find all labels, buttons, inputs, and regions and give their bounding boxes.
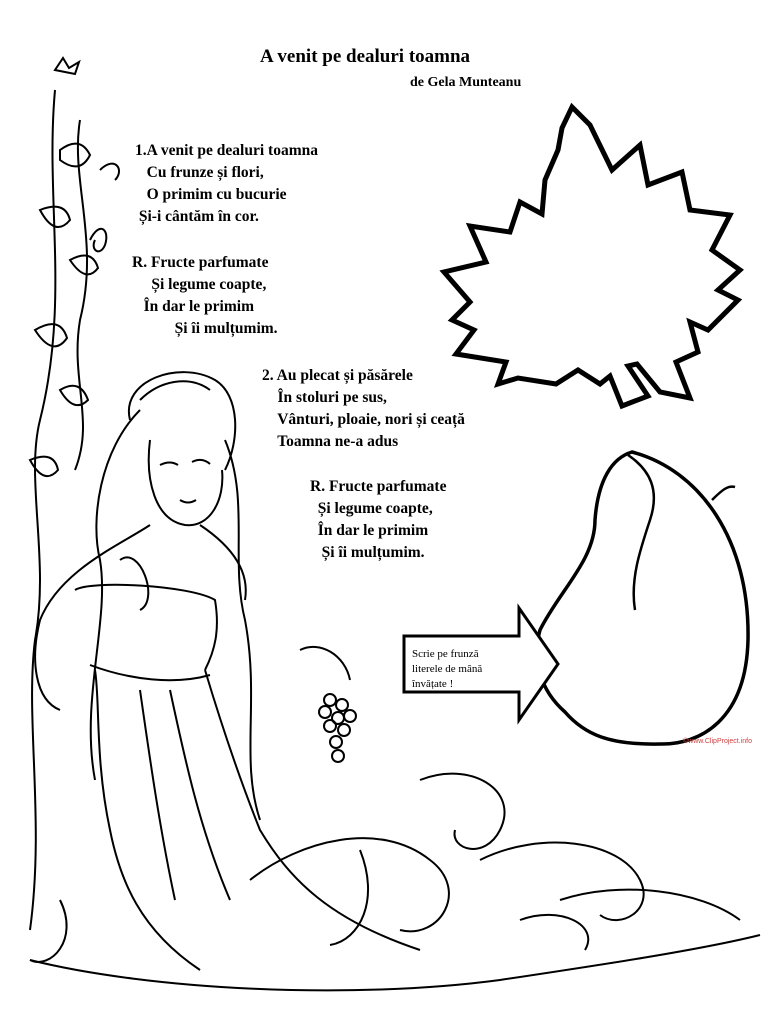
- fruit-outline: [537, 452, 748, 744]
- stanza-1: [135, 140, 318, 228]
- autumn-lady-illustration: [35, 372, 420, 970]
- verse-line: În stoluri pe sus,: [262, 389, 387, 406]
- verse-line: 1.A venit pe dealuri toamna: [135, 142, 318, 159]
- verse-line: Și îi mulțumim.: [310, 544, 425, 561]
- poem-author: de Gela Munteanu: [410, 75, 522, 90]
- poem-title: A venit pe dealuri toamna: [260, 46, 471, 67]
- refrain-2: [310, 476, 446, 564]
- verse-line: În dar le primim: [132, 298, 254, 315]
- verse-line: R. Fructe parfumate: [310, 478, 447, 495]
- verse-line: Și îi mulțumim.: [132, 320, 278, 337]
- instruction-line: literele de mână: [412, 663, 483, 675]
- verse-line: Și legume coapte,: [132, 276, 267, 293]
- verse-line: Vânturi, ploaie, nori și ceață: [262, 411, 465, 428]
- instruction-line: învățate !: [412, 678, 454, 690]
- verse-line: În dar le primim: [310, 522, 429, 539]
- verse-line: Și legume coapte,: [310, 500, 433, 517]
- source-watermark: ©www.ClipProject.info: [683, 738, 752, 745]
- verse-line: Și-i cântăm în cor.: [135, 208, 259, 225]
- maple-leaf-outline: [444, 107, 740, 406]
- swirl-border-ornament: [30, 774, 760, 991]
- instruction-text: [412, 647, 530, 692]
- verse-line: R. Fructe parfumate: [132, 254, 269, 271]
- grape-vine-illustration: [30, 58, 119, 930]
- stanza-2: [262, 365, 465, 453]
- verse-line: Cu frunze și flori,: [135, 164, 264, 181]
- refrain-1: [132, 252, 278, 340]
- verse-line: Toamna ne-a adus: [262, 433, 399, 450]
- verse-line: 2. Au plecat și păsărele: [262, 367, 413, 384]
- verse-line: O primim cu bucurie: [135, 186, 287, 203]
- instruction-line: Scrie pe frunză: [412, 648, 479, 660]
